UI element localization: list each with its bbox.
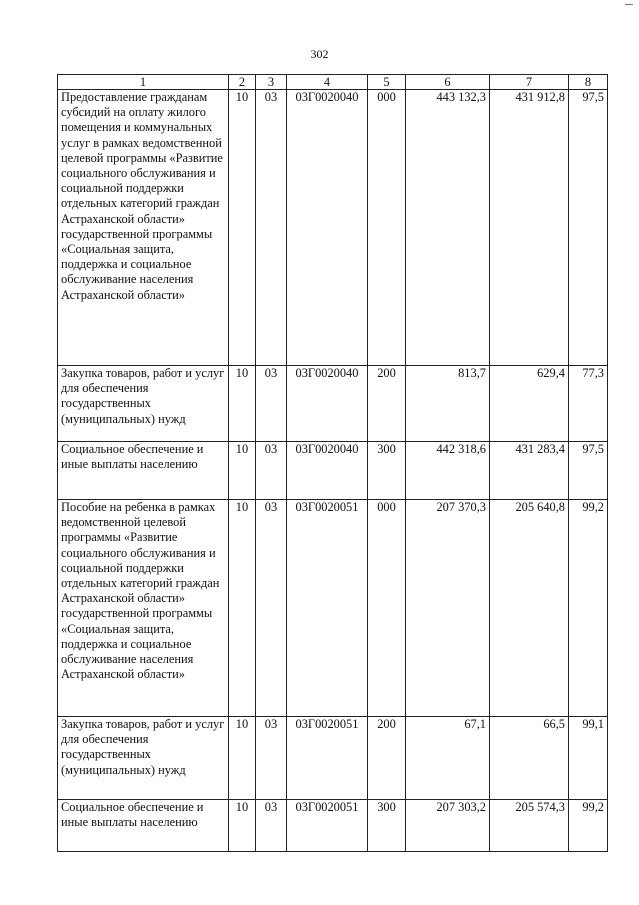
- executed-amount: 66,5: [490, 717, 569, 800]
- section-code: 10: [229, 90, 256, 366]
- expense-type-code: 000: [368, 500, 406, 717]
- header-cell: 8: [569, 75, 608, 90]
- section-code: 10: [229, 366, 256, 442]
- target-article-code: 03Г0020040: [287, 90, 368, 366]
- execution-percent: 99,2: [569, 500, 608, 717]
- subsection-code: 03: [256, 366, 287, 442]
- executed-amount: 431 912,8: [490, 90, 569, 366]
- planned-amount: 207 303,2: [406, 800, 490, 852]
- item-name: Закупка товаров, работ и услуг для обеспечения государственных (муниципальных) нужд: [58, 366, 229, 442]
- table-row: [58, 800, 608, 852]
- header-cell: 1: [58, 75, 229, 90]
- target-article-code: 03Г0020051: [287, 800, 368, 852]
- expense-type-code: 300: [368, 442, 406, 500]
- expense-type-code: 000: [368, 90, 406, 366]
- execution-percent: 97,5: [569, 442, 608, 500]
- item-name: Социальное обеспечение и иные выплаты населению: [58, 442, 229, 500]
- subsection-code: 03: [256, 800, 287, 852]
- table-row: [58, 90, 608, 366]
- page-number: 302: [310, 47, 329, 61]
- item-name: Пособие на ребенка в рамках ведомственной целевой программы «Развитие социального обслуживания и социальной поддержки отдельных категорий граждан Астраханской области» государственной программы «Социальная защита, поддержка и социальное обслуживание населения Астраханской области»: [58, 500, 229, 717]
- target-article-code: 03Г0020040: [287, 442, 368, 500]
- target-article-code: 03Г0020051: [287, 500, 368, 717]
- table-row: [58, 500, 608, 717]
- table-row: [58, 442, 608, 500]
- section-code: 10: [229, 717, 256, 800]
- planned-amount: 442 318,6: [406, 442, 490, 500]
- section-code: 10: [229, 800, 256, 852]
- item-name: Закупка товаров, работ и услуг для обеспечения государственных (муниципальных) нужд: [58, 717, 229, 800]
- execution-percent: 99,2: [569, 800, 608, 852]
- section-code: 10: [229, 442, 256, 500]
- item-name: Социальное обеспечение и иные выплаты населению: [58, 800, 229, 852]
- expense-type-code: 200: [368, 717, 406, 800]
- header-cell: 4: [287, 75, 368, 90]
- section-code: 10: [229, 500, 256, 717]
- table-row: [58, 717, 608, 800]
- subsection-code: 03: [256, 717, 287, 800]
- executed-amount: 629,4: [490, 366, 569, 442]
- table-row: [58, 366, 608, 442]
- executed-amount: 431 283,4: [490, 442, 569, 500]
- subsection-code: 03: [256, 442, 287, 500]
- header-cell: 3: [256, 75, 287, 90]
- execution-percent: 99,1: [569, 717, 608, 800]
- planned-amount: 443 132,3: [406, 90, 490, 366]
- header-cell: 6: [406, 75, 490, 90]
- header-cell: 2: [229, 75, 256, 90]
- execution-percent: 97,5: [569, 90, 608, 366]
- expense-type-code: 200: [368, 366, 406, 442]
- subsection-code: 03: [256, 500, 287, 717]
- executed-amount: 205 640,8: [490, 500, 569, 717]
- header-row: [58, 75, 608, 90]
- planned-amount: 207 370,3: [406, 500, 490, 717]
- expense-type-code: 300: [368, 800, 406, 852]
- execution-percent: 77,3: [569, 366, 608, 442]
- header-cell: 7: [490, 75, 569, 90]
- target-article-code: 03Г0020040: [287, 366, 368, 442]
- target-article-code: 03Г0020051: [287, 717, 368, 800]
- item-name: Предоставление гражданам субсидий на оплату жилого помещения и коммунальных услуг в рамках ведомственной целевой программы «Развитие социального обслуживания и социальной поддержки отдельных категорий граждан Астраханской области» государственной программы «Социальная защита, поддержка и социальное обслуживание населения Астраханской области»: [58, 90, 229, 366]
- executed-amount: 205 574,3: [490, 800, 569, 852]
- budget-table: [57, 74, 608, 852]
- planned-amount: 67,1: [406, 717, 490, 800]
- subsection-code: 03: [256, 90, 287, 366]
- scan-mark: [625, 4, 633, 5]
- header-cell: 5: [368, 75, 406, 90]
- planned-amount: 813,7: [406, 366, 490, 442]
